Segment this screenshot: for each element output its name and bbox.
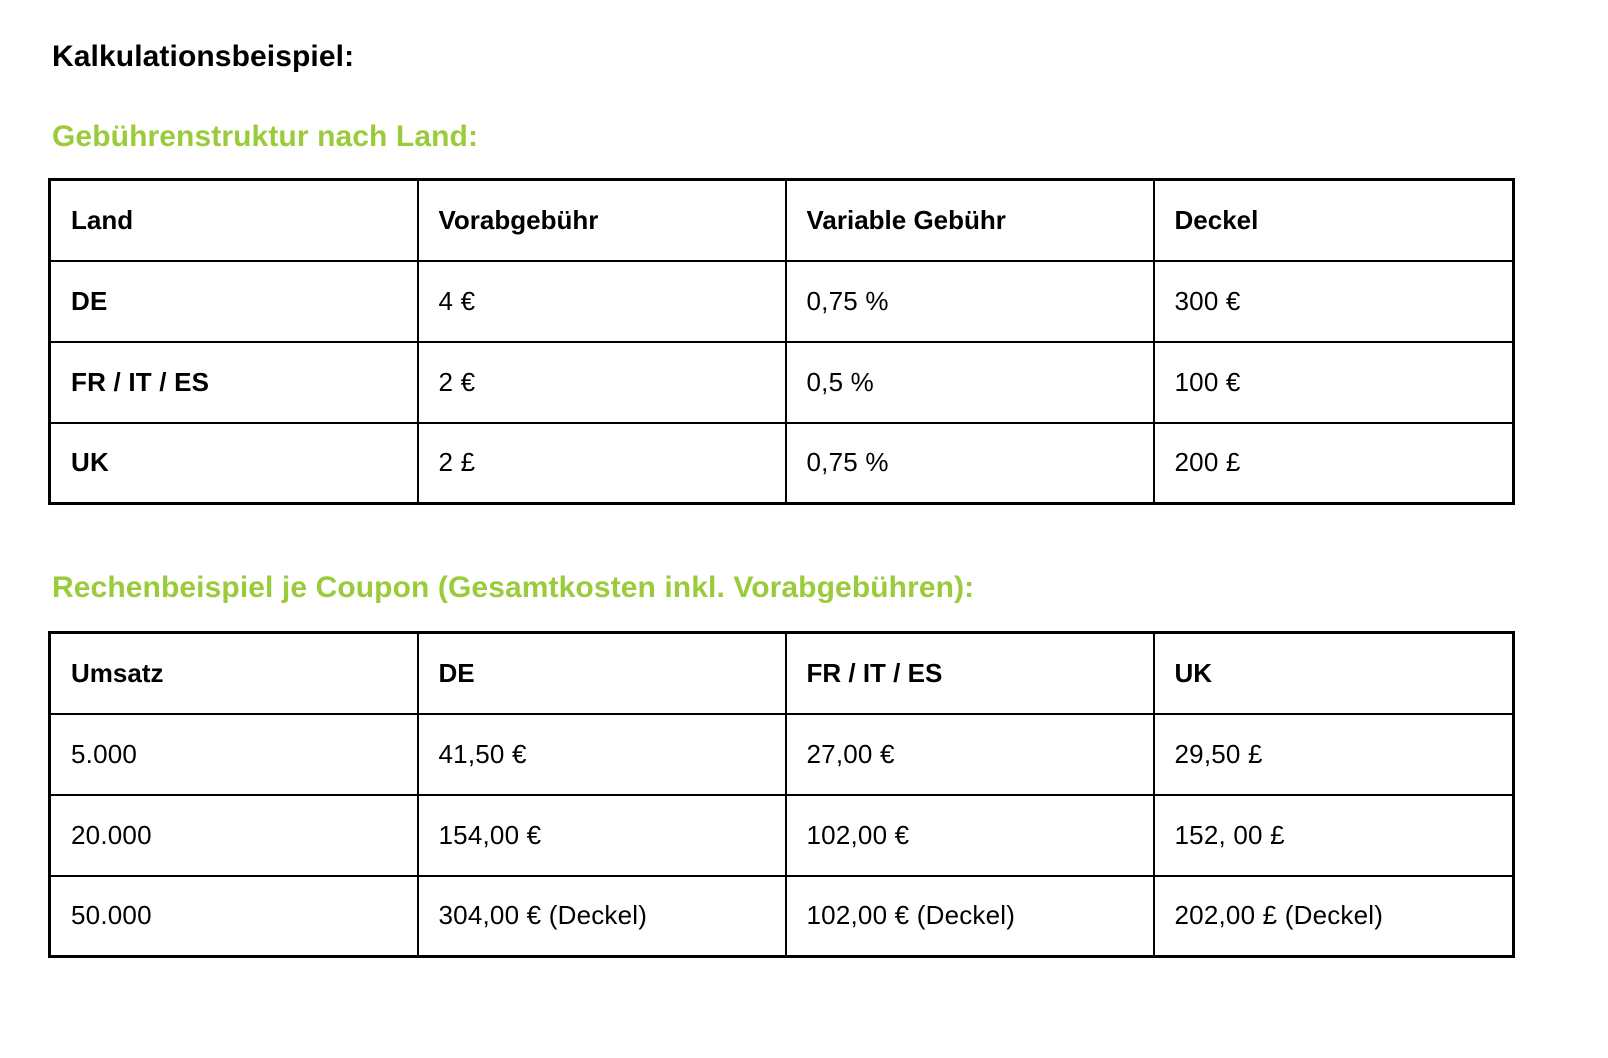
cell-cost-de: 41,50 € [418, 714, 786, 795]
cell-cap: 100 € [1154, 342, 1514, 423]
cell-country: UK [50, 423, 418, 504]
cell-revenue: 5.000 [50, 714, 418, 795]
cell-cost-de: 154,00 € [418, 795, 786, 876]
cell-upfront-fee: 2 £ [418, 423, 786, 504]
column-header-land: Land [50, 180, 418, 261]
calculation-example-table [48, 631, 1515, 958]
cell-cap: 300 € [1154, 261, 1514, 342]
fee-structure-table [48, 178, 1515, 505]
cell-upfront-fee: 4 € [418, 261, 786, 342]
column-header-fr-it-es: FR / IT / ES [786, 633, 1154, 714]
cell-cost-fr-it-es: 102,00 € [786, 795, 1154, 876]
cell-variable-fee: 0,5 % [786, 342, 1154, 423]
section-heading-calculation-example: Rechenbeispiel je Coupon (Gesamtkosten inkl. Vorabgebühren): [52, 571, 975, 604]
table-row [50, 423, 1514, 504]
column-header-umsatz: Umsatz [50, 633, 418, 714]
cell-cost-uk: 29,50 £ [1154, 714, 1514, 795]
cell-upfront-fee: 2 € [418, 342, 786, 423]
cell-cost-uk: 202,00 £ (Deckel) [1154, 876, 1514, 957]
table-row [50, 261, 1514, 342]
section-heading-fee-structure: Gebührenstruktur nach Land: [52, 120, 479, 153]
cell-cost-de: 304,00 € (Deckel) [418, 876, 786, 957]
column-header-variable-gebuehr: Variable Gebühr [786, 180, 1154, 261]
column-header-deckel: Deckel [1154, 180, 1514, 261]
table-header-row [50, 633, 1514, 714]
cell-cost-fr-it-es: 27,00 € [786, 714, 1154, 795]
column-header-uk: UK [1154, 633, 1514, 714]
cell-country: DE [50, 261, 418, 342]
table-row [50, 795, 1514, 876]
cell-country: FR / IT / ES [50, 342, 418, 423]
cell-cap: 200 £ [1154, 423, 1514, 504]
cell-cost-fr-it-es: 102,00 € (Deckel) [786, 876, 1154, 957]
table-header-row [50, 180, 1514, 261]
table-row [50, 876, 1514, 957]
column-header-de: DE [418, 633, 786, 714]
column-header-vorabgebuehr: Vorabgebühr [418, 180, 786, 261]
page-title: Kalkulationsbeispiel: [52, 40, 355, 73]
cell-variable-fee: 0,75 % [786, 423, 1154, 504]
cell-revenue: 50.000 [50, 876, 418, 957]
cell-variable-fee: 0,75 % [786, 261, 1154, 342]
cell-revenue: 20.000 [50, 795, 418, 876]
cell-cost-uk: 152, 00 £ [1154, 795, 1514, 876]
table-row [50, 714, 1514, 795]
table-row [50, 342, 1514, 423]
